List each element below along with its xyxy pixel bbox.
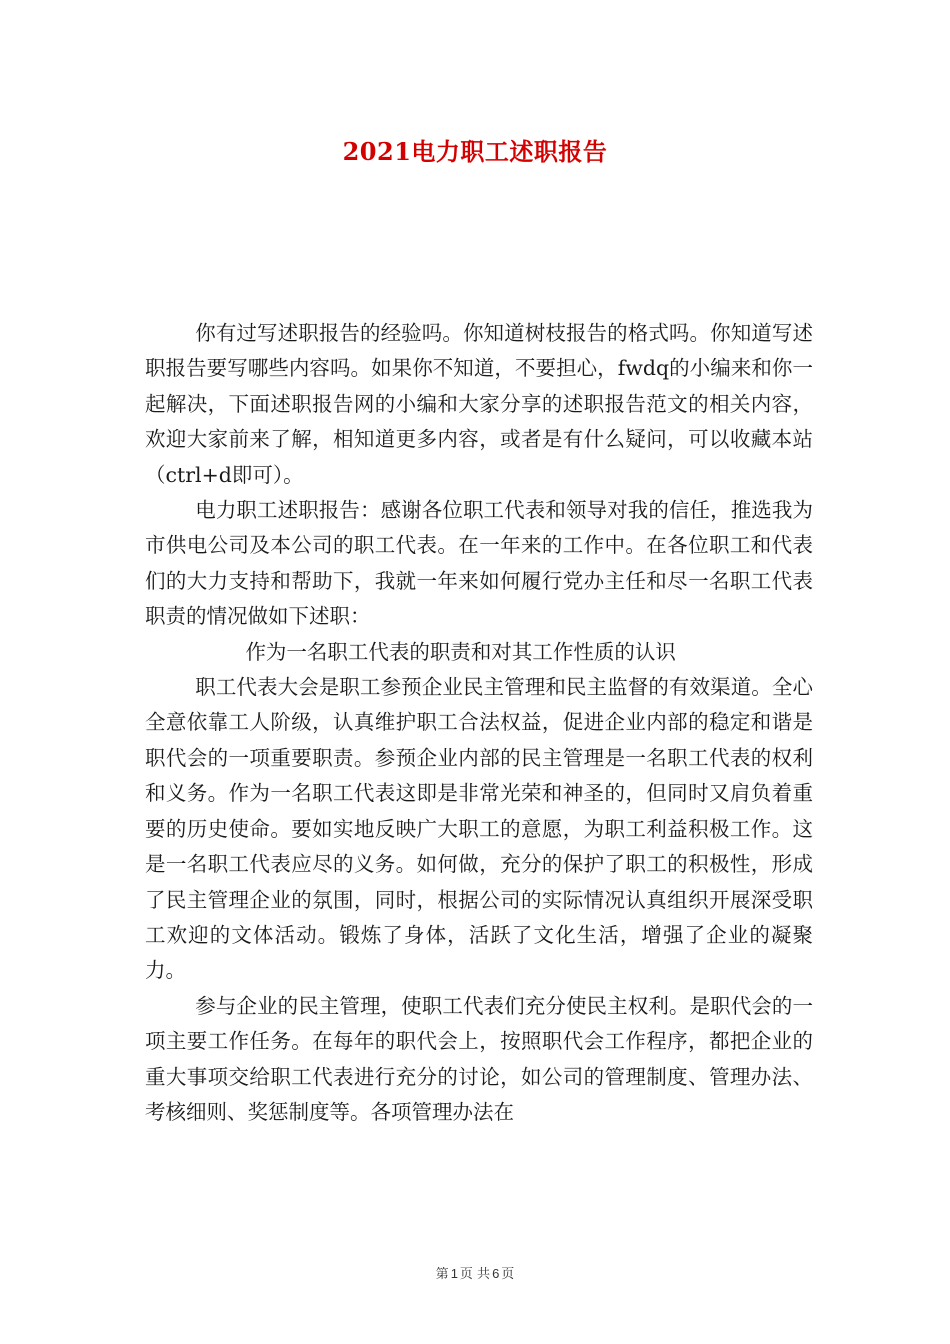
total-pages-number: 6 bbox=[492, 1266, 500, 1281]
footer-middle: 页 共 bbox=[459, 1267, 491, 1282]
section-heading: 作为一名职工代表的职责和对其工作性质的认识 bbox=[245, 639, 676, 664]
current-page-number: 1 bbox=[450, 1266, 458, 1281]
paragraph-opening: 电力职工述职报告：感谢各位职工代表和领导对我的信任，推选我为市供电公司及本公司的职工代表。在一年来的工作中。在各位职工和代表们的大力支持和帮助下，我就一年来如何履行党办主任和尽一名职工代表职责的情况做如下述职： bbox=[145, 498, 813, 629]
document-title: 2021电力职工述职报告 bbox=[342, 137, 608, 166]
paragraph-intro: 你有过写述职报告的经验吗。你知道树枝报告的格式吗。你知道写述职报告要写哪些内容吗。如果你不知道，不要担心，fwdq的小编来和你一起解决，下面述职报告网的小编和大家分享的述职报告范文的相关内容，欢迎大家前来了解，相知道更多内容，或者是有什么疑问，可以收藏本站（ctrl+d即可）。 bbox=[145, 321, 813, 487]
document-body bbox=[145, 316, 813, 1130]
footer-suffix: 页 bbox=[501, 1267, 515, 1282]
page-footer bbox=[0, 1263, 950, 1282]
footer-prefix: 第 bbox=[435, 1267, 449, 1282]
paragraph-duties: 职工代表大会是职工参预企业民主管理和民主监督的有效渠道。全心全意依靠工人阶级，认真维护职工合法权益，促进企业内部的稳定和谐是职代会的一项重要职责。参预企业内部的民主管理是一名职工代表的权利和义务。作为一名职工代表这即是非常光荣和神圣的，但同时又肩负着重要的历史使命。要如实地反映广大职工的意愿，为职工利益积极工作。这是一名职工代表应尽的义务。如何做，充分的保护了职工的积极性，形成了民主管理企业的氛围，同时，根据公司的实际情况认真组织开展深受职工欢迎的文体活动。锻炼了身体，活跃了文化生活，增强了企业的凝聚力。 bbox=[145, 675, 813, 983]
paragraph-management: 参与企业的民主管理，使职工代表们充分使民主权利。是职代会的一项主要工作任务。在每年的职代会上，按照职代会工作程序，都把企业的重大事项交给职工代表进行充分的讨论，如公司的管理制度、管理办法、考核细则、奖惩制度等。各项管理办法在 bbox=[145, 993, 813, 1124]
